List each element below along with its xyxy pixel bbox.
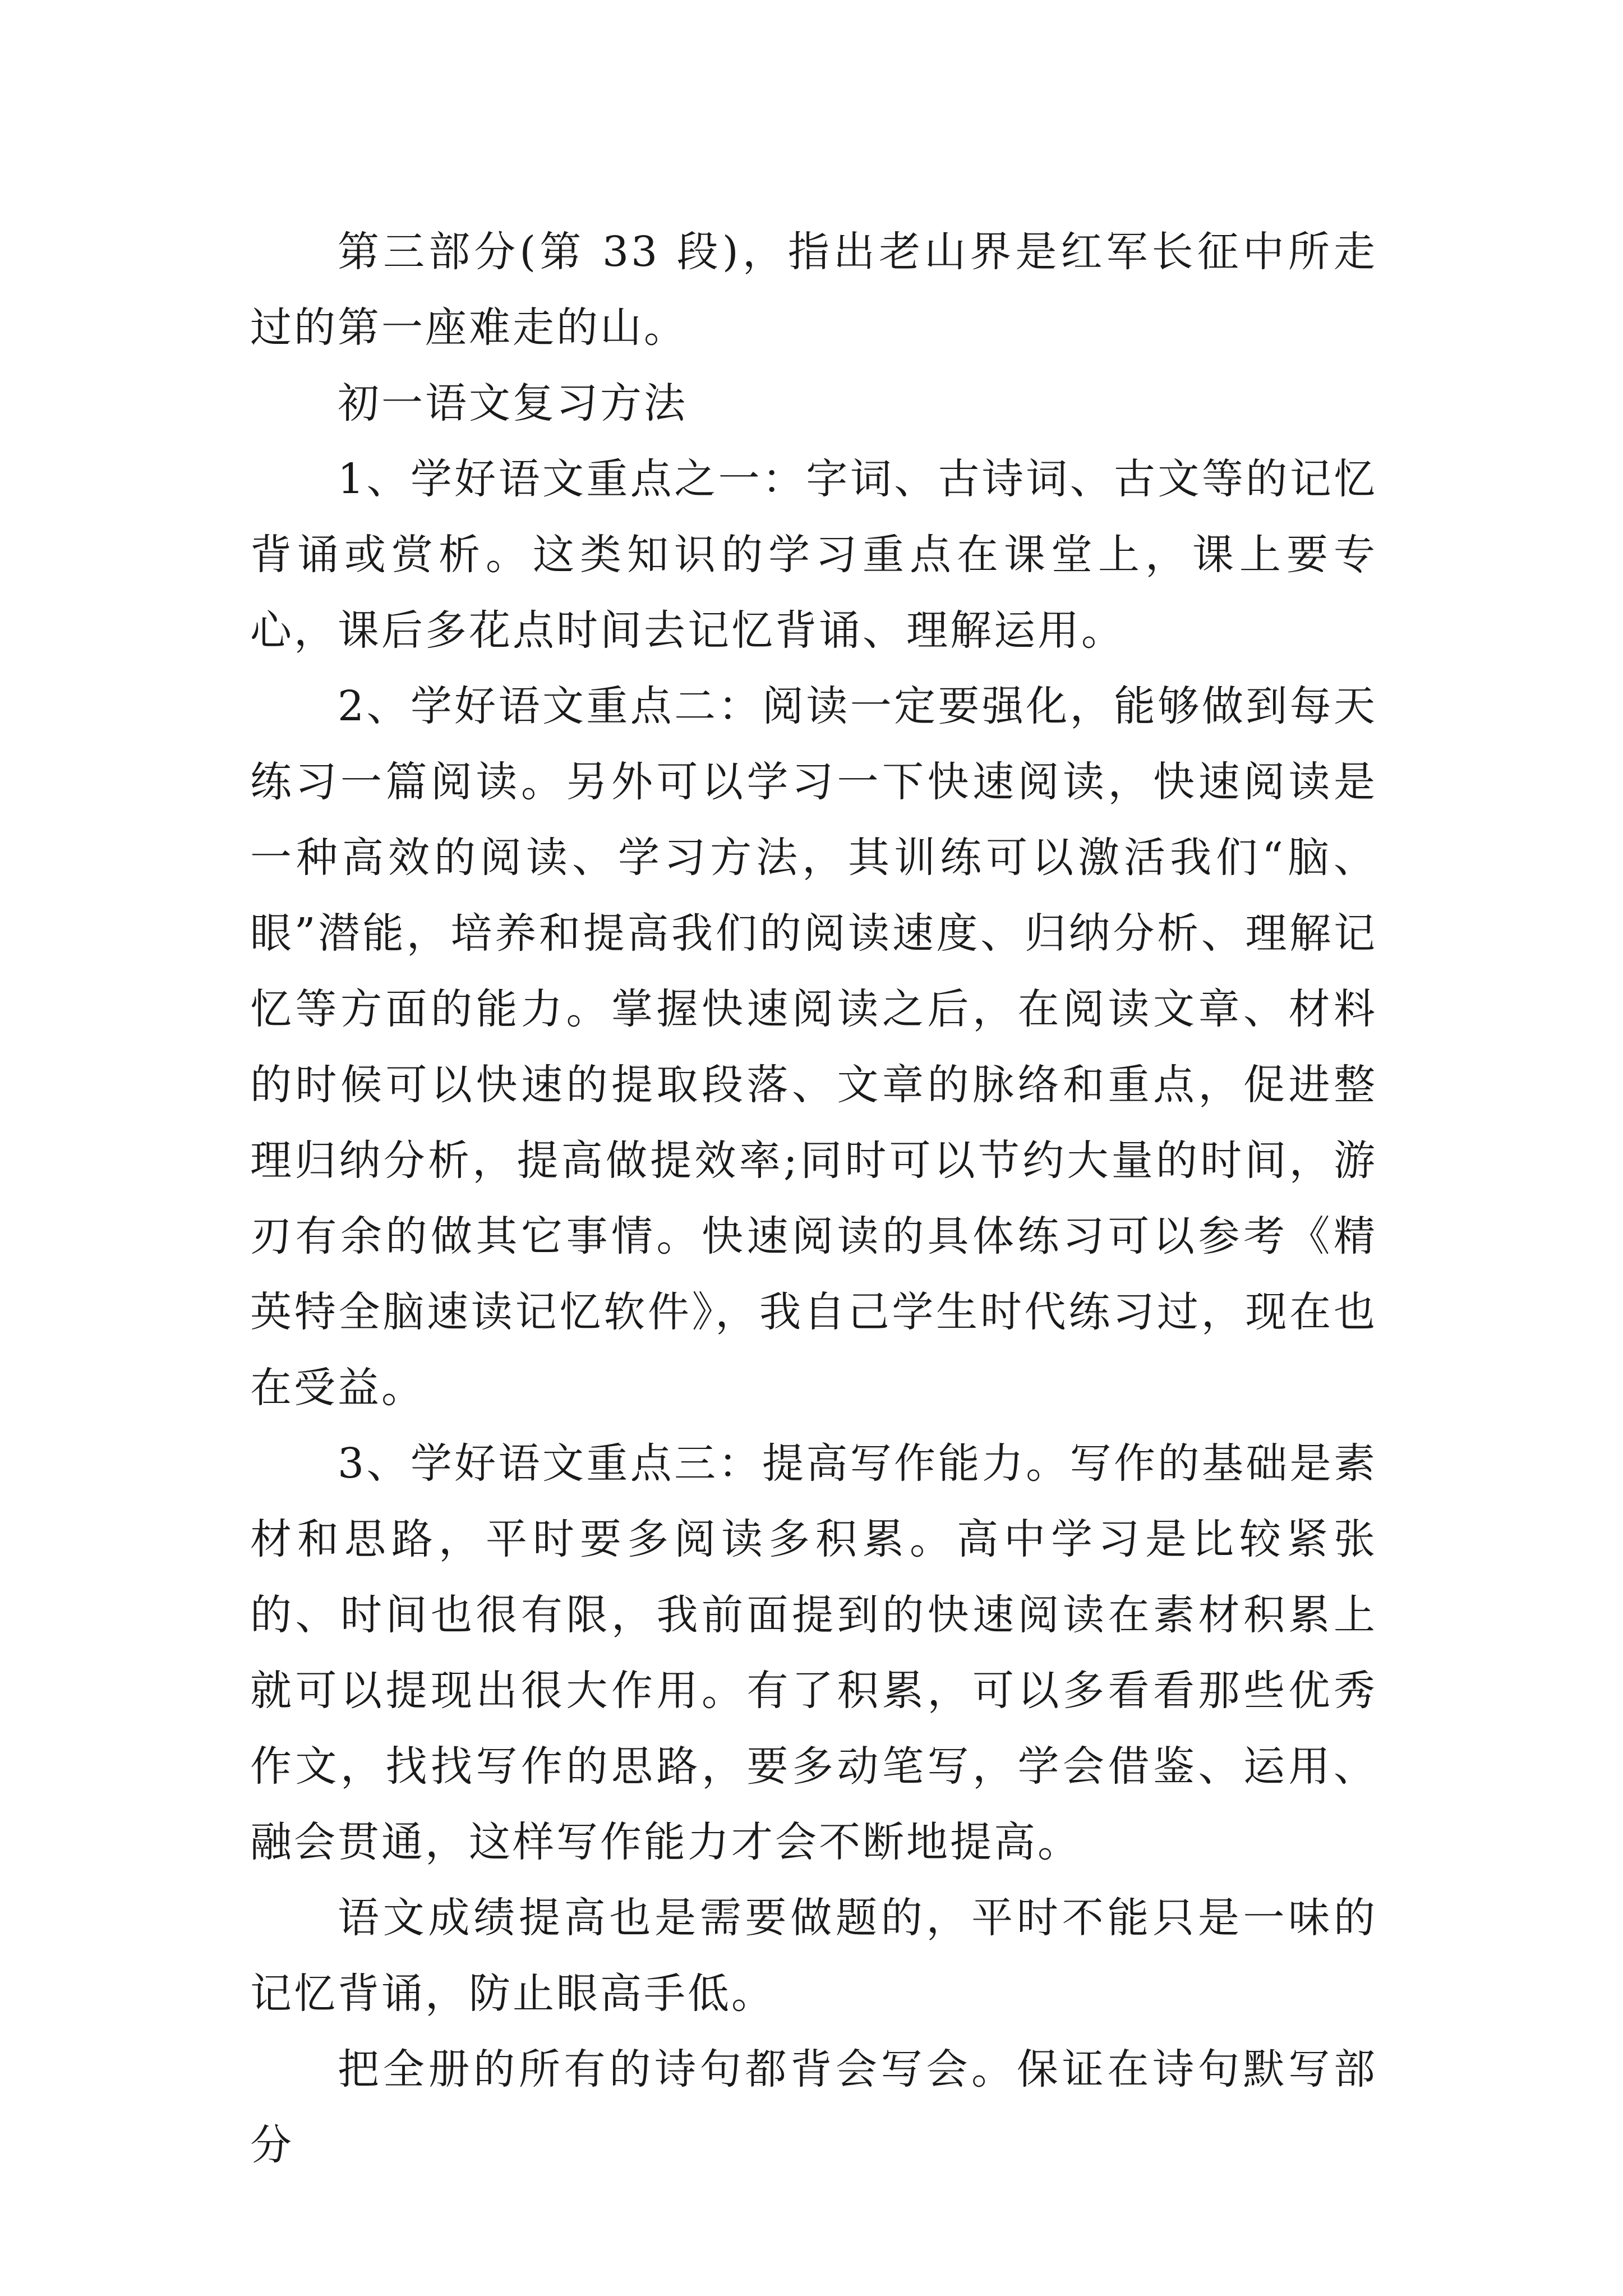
paragraph-part-three: 第三部分(第 33 段)，指出老山界是红军长征中所走过的第一座难走的山。: [250, 228, 1377, 352]
document-body: [250, 214, 1377, 2183]
paragraph-point-two: 2、学好语文重点二：阅读一定要强化，能够做到每天练习一篇阅读。另外可以学习一下快速阅读，快速阅读是一种高效的阅读、学习方法，其训练可以激活我们“脑、眼”潜能，培养和提高我们的阅读速度、归纳分析、理解记忆等方面的能力。掌握快速阅读之后，在阅读文章、材料的时候可以快速的提取段落、文章的脉络和重点，促进整理归纳分析，提高做提效率;同时可以节约大量的时间，游刃有余的做其它事情。快速阅读的具体练习可以参考《精英特全脑速读记忆软件》，我自己学生时代练习过，现在也在受益。: [250, 682, 1377, 1412]
paragraph-point-one: 1、学好语文重点之一：字词、古诗词、古文等的记忆背诵或赏析。这类知识的学习重点在课堂上，课上要专心，课后多花点时间去记忆背诵、理解运用。: [250, 455, 1377, 655]
paragraph-heading-review-methods: 初一语文复习方法: [338, 379, 688, 427]
paragraph-point-three: 3、学好语文重点三：提高写作能力。写作的基础是素材和思路，平时要多阅读多积累。高中学习是比较紧张的、时间也很有限，我前面提到的快速阅读在素材积累上就可以提现出很大作用。有了积累，可以多看看那些优秀作文，找找写作的思路，要多动笔写，学会借鉴、运用、融会贯通，这样写作能力才会不断地提高。: [250, 1439, 1377, 1866]
paragraph-practice-questions: 语文成绩提高也是需要做题的，平时不能只是一味的记忆背诵，防止眼高手低。: [250, 1894, 1377, 2018]
paragraph-memorize-poems: 把全册的所有的诗句都背会写会。保证在诗句默写部分: [250, 2045, 1377, 2169]
